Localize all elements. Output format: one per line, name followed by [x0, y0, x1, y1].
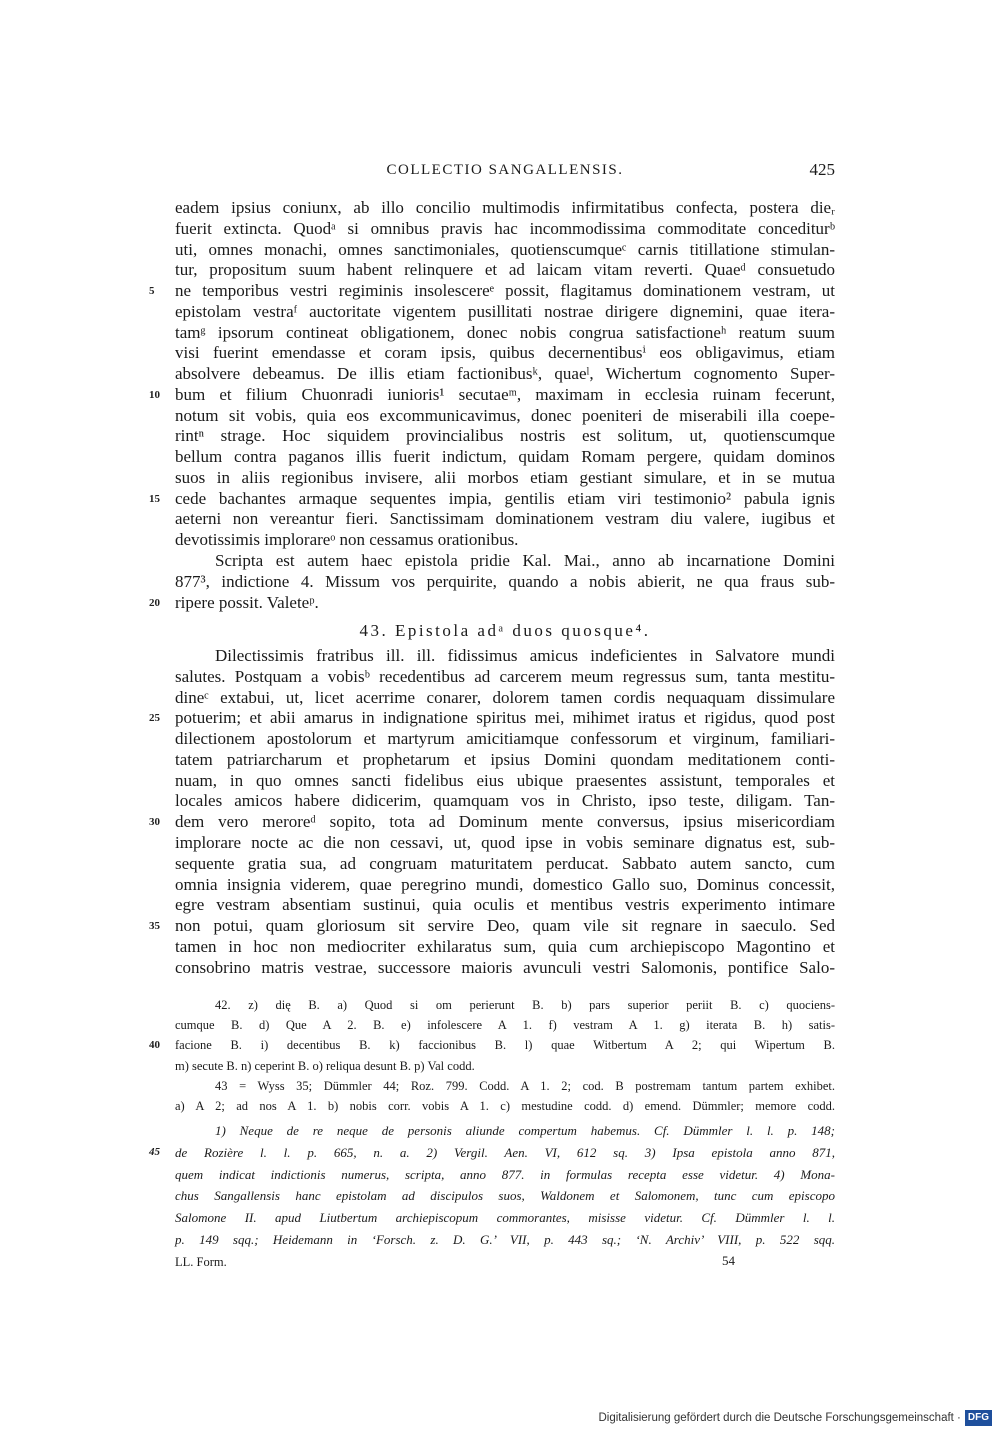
dfg-credit-text: Digitalisierung gefördert durch die Deutsche Forschungsgemeinschaft ·	[598, 1412, 961, 1424]
text-line	[175, 729, 835, 750]
line-number: 10	[149, 388, 160, 401]
text-line	[175, 875, 835, 896]
apparatus-line	[175, 1076, 835, 1096]
footer-series-label: LL. Form.	[175, 1255, 227, 1269]
text-line	[149, 812, 835, 833]
text-line-text: ne temporibus vestri regiminis insolescereᵉ possit, flagitamus dominationem vestram, ut	[175, 281, 835, 301]
line-number: 15	[149, 492, 160, 505]
text-line-text: implorare nocte ac die non cessavi, ut, quod ipse in vobis seminare dignatus est, sub-	[175, 832, 835, 852]
text-line	[149, 592, 835, 614]
text-line-text: ripere possit. Valeteᵖ.	[175, 592, 319, 612]
text-line-text: rintⁿ strage. Hoc siquidem provincialibus nostris est solitum, ut, quotienscumque	[175, 426, 835, 446]
text-line-text: dilectionem apostolorum et martyrum amicitiamque confessorum et virginum, familiari-	[175, 729, 835, 749]
text-line	[149, 916, 835, 937]
main-text	[149, 198, 835, 978]
text-line	[175, 240, 835, 261]
text-line-text: nuam, in quo omnes sancti fidelibus eius ubique praesentes assistunt, temporales et	[175, 770, 835, 790]
text-line-text: omnia insignia viderem, quae peregrino mundi, domestico Gallo suo, Dominus concessit,	[175, 874, 835, 894]
section-title	[175, 621, 835, 642]
apparatus-line	[175, 1056, 835, 1076]
text-line	[175, 302, 835, 323]
text-line	[175, 771, 835, 792]
text-line	[175, 958, 835, 979]
text-line	[175, 323, 835, 344]
text-line-text: dem vero meroreᵈ sopito, tota ad Dominum mente conversus, ipsius misericordiam	[175, 812, 835, 832]
text-line-text: sequente gratia sua, ad congruam maturitatem perducat. Sabbato autem sancto, cum	[175, 853, 835, 873]
text-line-text: egre vestram absentiam sustinui, quia oculis et mentibus vestris experimento intimare	[175, 895, 835, 915]
text-line-text: tatem patriarcharum et prophetarum et ipsius Domini quondam meditationem conti-	[175, 749, 835, 769]
text-line-text: 43. Epistola adᵃ duos quosque⁴.	[359, 621, 651, 641]
text-line-text: epistolam vestraᶠ auctoritate vigentem pusillitati nostrae dirigere dignemini, quae itera-	[175, 301, 835, 321]
text-line-text: eadem ipsius coniunx, ab illo concilio multimodis infirmitatibus confecta, postera dieᵣ	[175, 198, 835, 217]
text-line	[175, 219, 835, 240]
text-line	[175, 833, 835, 854]
text-line-text: notum sit vobis, quia eos excommunicavimus, donec poeniteri de miserabili illa coepe-	[175, 405, 835, 425]
apparatus-line-text: m) secute B. n) ceperint B. o) reliqua desunt B. p) Val codd.	[175, 1058, 475, 1073]
apparatus-line	[175, 1096, 835, 1116]
text-line-text: consobrino matris vestrae, successore maioris avunculi vestri Salomonis, pontifice Salo-	[175, 957, 835, 977]
text-line-text: absolvere debeamus. De illis etiam factionibusᵏ, quaeˡ, Wichertum cognomento Super-	[175, 364, 835, 384]
footnote-line	[175, 1229, 835, 1251]
text-line	[175, 406, 835, 427]
text-line	[175, 343, 835, 364]
line-number: 40	[149, 1039, 160, 1052]
apparatus-line	[175, 995, 835, 1015]
text-line-text: suos in aliis regionibus invisere, alii morbos etiam gestiant simulare, et in se mutua	[175, 467, 835, 487]
text-line-text: Dilectissimis fratribus ill. ill. fidissimus amicus indeficientes in Salvatore mundi	[215, 646, 835, 666]
text-line-text: salutes. Postquam a vobisᵇ recedentibus ad carcerem meum regressus sum, tanta mestitu-	[175, 666, 835, 686]
text-line-text: tamen in hoc non mediocriter exhilaratus sum, quia cum archiepiscopo Magontino et	[175, 936, 835, 956]
footnote-line-text: quem indicat indictionis numerus, scripta, anno 877. in formulas recepta esse videtur. 4) Mona-	[175, 1166, 835, 1182]
page-number: 425	[809, 160, 835, 179]
text-line-text: tamᵍ ipsorum contineat obligationem, donec nobis congrua satisfactioneʰ reatum suum	[175, 322, 835, 342]
footnote-line	[175, 1164, 835, 1186]
text-line	[175, 260, 835, 281]
text-line-text: non potui, quam gloriosum sit servire Deo, quam vile sit regnare in saeculo. Sed	[175, 916, 835, 936]
line-number: 25	[149, 712, 160, 725]
text-line-text: uti, omnes monachi, omnes sanctimoniales, quotienscumqueᶜ carnis titillatione stimulan-	[175, 239, 835, 259]
footnote-line	[175, 1207, 835, 1229]
text-line	[175, 468, 835, 489]
apparatus-line	[149, 1035, 835, 1055]
text-line	[175, 509, 835, 530]
text-line-text: visi fuerint emendasse et coram ipsis, quibus decernentibusⁱ eos obligavimus, etiam	[175, 343, 835, 363]
apparatus-line-text: cumque B. d) Que A 2. B. e) infolescere A 1. f) vestram A 1. g) iterata B. h) satis-	[175, 1018, 835, 1033]
text-line	[175, 937, 835, 958]
text-line-text: bum et filium Chuonradi iunioris¹ secutaeᵐ, maximam in ecclesia ruinam fecerunt,	[175, 384, 835, 404]
apparatus-line-text: facione B. i) decentibus B. k) faccionibus B. l) quae Witbertum A 2; qui Wipertum B.	[175, 1038, 835, 1053]
line-number: 45	[149, 1145, 160, 1158]
text-line-text: 877³, indictione 4. Missum vos perquirite, quando a nobis abierit, ne qua fraus sub-	[175, 571, 835, 591]
text-line-text: bellum contra paganos illis fuerit indictum, quidam Romam pergere, quidam dominos	[175, 447, 835, 467]
apparatus-line-text: a) A 2; ad nos A 1. b) nobis corr. vobis A 1. c) mestudine codd. d) emend. Dümmler; memore codd.	[175, 1098, 835, 1113]
critical-apparatus	[149, 995, 835, 1116]
footnote-line-text: chus Sangallensis hanc epistolam ad discipulos suos, Waldonem et Salomonem, tunc cum episcopo	[175, 1188, 835, 1204]
text-line-text: dineᶜ extabui, ut, licet acerrime conarer, dolorem tamen cordis nequaquam dissimulare	[175, 687, 835, 707]
apparatus-line	[175, 1015, 835, 1035]
line-number: 35	[149, 920, 160, 933]
text-line	[175, 646, 835, 667]
text-line	[175, 551, 835, 572]
text-line	[175, 895, 835, 916]
footnote-line-text: p. 149 sqq.; Heidemann in ‘Forsch. z. D. G.’ VII, p. 443 sq.; ‘N. Archiv’ VIII, p. 522 sqq.	[175, 1231, 835, 1247]
line-number: 5	[149, 285, 155, 298]
text-line	[175, 854, 835, 875]
text-line	[149, 488, 835, 510]
text-line	[175, 530, 835, 551]
footer-signature: 54	[722, 1253, 735, 1268]
dfg-logo-icon: DFG	[965, 1410, 992, 1426]
text-line	[175, 364, 835, 385]
text-line	[175, 688, 835, 709]
footnote-line	[149, 1142, 835, 1164]
text-line	[175, 667, 835, 688]
text-line	[175, 447, 835, 468]
footnote-line-text: Salomone II. apud Liutbertum archiepiscopum commorantes, misisse videtur. Cf. Dümmler l. l.	[175, 1210, 835, 1226]
line-number: 30	[149, 816, 160, 829]
text-line	[175, 572, 835, 593]
running-head: COLLECTIO SANGALLENSIS.	[386, 162, 624, 178]
dfg-credit	[598, 1408, 992, 1428]
page-header	[175, 160, 835, 184]
text-line	[175, 750, 835, 771]
line-number: 20	[149, 596, 160, 609]
text-line	[175, 426, 835, 447]
text-line-text: tur, propositum suum habent relinquere et ad laicam vitam reverti. Quaeᵈ consuetudo	[175, 260, 835, 280]
footnote-line	[175, 1120, 835, 1142]
text-line	[149, 281, 835, 302]
text-line-text: locales amicos habere didicerim, quamquam vos in Christo, ipso teste, diligam. Tan-	[175, 791, 835, 811]
text-line-text: cede bachantes armaque sequentes impia, gentilis etiam viri testimonio² pabula ignis	[175, 488, 835, 508]
apparatus-line-text: 42. z) dię B. a) Quod si om perierunt B. b) pars superior periit B. c) quociens-	[215, 998, 835, 1012]
footnote-line-text: de Rozière l. l. p. 665, n. a. 2) Vergil. Aen. VI, 612 sq. 3) Ipsa epistola anno 871,	[175, 1144, 835, 1160]
text-line-text: fuerit extincta. Quodᵃ si omnibus pravis hac incommodissima commoditate concediturᵇ	[175, 218, 835, 238]
text-line-text: devotissimis implorareᵒ non cessamus orationibus.	[175, 530, 519, 550]
text-line	[175, 198, 835, 219]
text-line-text: aeterni non vereantur fieri. Sanctissimam dominationem vestram diu valere, iugibus et	[175, 509, 835, 529]
text-line	[149, 708, 835, 729]
footnotes	[149, 1120, 835, 1251]
apparatus-line-text: 43 = Wyss 35; Dümmler 44; Roz. 799. Codd. A 1. 2; cod. B postremam tantum partem exhibet.	[215, 1078, 835, 1093]
text-line-text: Scripta est autem haec epistola pridie Kal. Mai., anno ab incarnatione Domini	[215, 551, 835, 571]
text-line	[175, 791, 835, 812]
text-line-text: potuerim; et abii amarus in indignatione spiritus mei, mihimet iratus et rigidus, quod post	[175, 708, 835, 728]
text-line	[149, 384, 835, 406]
footnote-line	[175, 1185, 835, 1207]
footnote-line-text: 1) Neque de re neque de personis aliunde compertum habemus. Cf. Dümmler l. l. p. 148;	[215, 1123, 835, 1138]
